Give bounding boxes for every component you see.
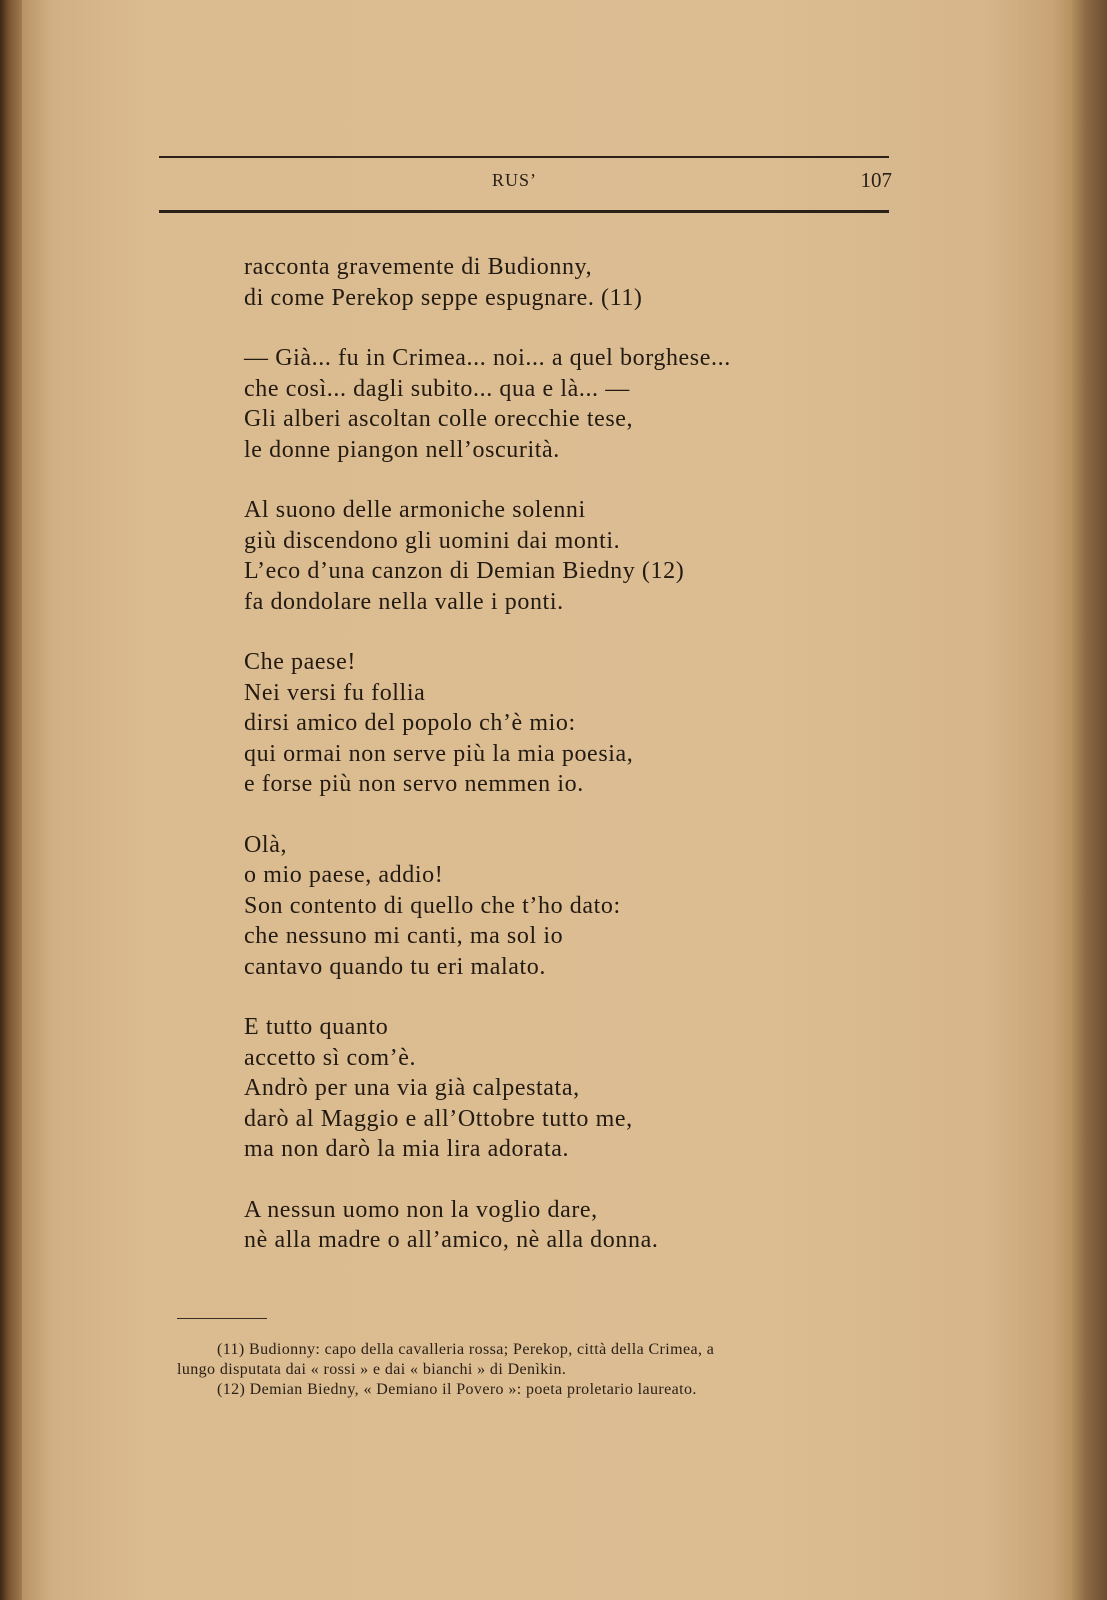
poem-line: ma non darò la mia lira adorata. [244, 1136, 570, 1162]
stanza-1 [244, 252, 924, 313]
poem-line: Nei versi fu follia [244, 679, 426, 706]
poem-line: o mio paese, addio! [244, 862, 444, 888]
header-rule-top [159, 156, 889, 158]
poem-line: racconta gravemente di Budionny, [244, 254, 593, 280]
poem-line: fa dondolare nella valle i ponti. [244, 588, 564, 615]
poem-line: L’eco d’una canzon di Demian Biedny (12) [244, 558, 685, 584]
poem-line: nè alla madre o all’amico, nè alla donna. [244, 1227, 659, 1253]
stanza-2 [244, 343, 924, 465]
book-page-edges [1072, 0, 1107, 1600]
poem-line: che così... dagli subito... qua e là... — [244, 375, 630, 402]
poem-line: Gli alberi ascoltan colle orecchie tese, [244, 406, 634, 432]
poem-line: di come Perekop seppe espugnare. (11) [244, 284, 643, 311]
footnote-11: (11) Budionny: capo della cavalleria rossa; Perekop, città della Crimea, a [217, 1341, 715, 1358]
stanza-7 [244, 1195, 924, 1256]
poem-line: e forse più non servo nemmen io. [244, 771, 584, 797]
poem-line: giù discendono gli uomini dai monti. [244, 527, 621, 554]
poem-line: — Già... fu in Crimea... noi... a quel borghese... [244, 345, 731, 371]
poem-line: che nessuno mi canti, ma sol io [244, 923, 564, 949]
poem-line: Andrò per una via già calpestata, [244, 1075, 580, 1101]
stanza-3 [244, 495, 924, 617]
poem-line: accetto sì com’è. [244, 1044, 417, 1071]
footnotes [177, 1340, 917, 1400]
header-rule-bottom [159, 210, 889, 213]
book-page [22, 0, 1072, 1600]
poem-line: darò al Maggio e all’Ottobre tutto me, [244, 1105, 633, 1132]
page-number: 107 [860, 168, 892, 192]
poem-line: le donne piangon nell’oscurità. [244, 436, 560, 463]
book-spine-shadow [0, 0, 22, 1600]
stanza-6 [244, 1012, 924, 1165]
poem-line: dirsi amico del popolo ch’è mio: [244, 710, 576, 736]
poem-line: Che paese! [244, 649, 356, 675]
poem-line: Al suono delle armoniche solenni [244, 497, 586, 523]
running-head: RUS’ [492, 170, 538, 190]
footnote-12: (12) Demian Biedny, « Demiano il Povero »: poeta proletario laureato. [217, 1381, 697, 1398]
stanza-4 [244, 647, 924, 800]
stanza-5 [244, 830, 924, 983]
poem-line: Olà, [244, 831, 288, 858]
poem-line: A nessun uomo non la voglio dare, [244, 1196, 598, 1223]
poem-line: E tutto quanto [244, 1014, 389, 1040]
poem-line: qui ormai non serve più la mia poesia, [244, 740, 634, 767]
poem-body [244, 252, 924, 1286]
footnote-11-continued: lungo disputata dai « rossi » e dai « bianchi » di Denìkin. [177, 1361, 567, 1378]
footnote-separator [177, 1318, 267, 1319]
poem-line: cantavo quando tu eri malato. [244, 953, 546, 980]
poem-line: Son contento di quello che t’ho dato: [244, 892, 621, 919]
